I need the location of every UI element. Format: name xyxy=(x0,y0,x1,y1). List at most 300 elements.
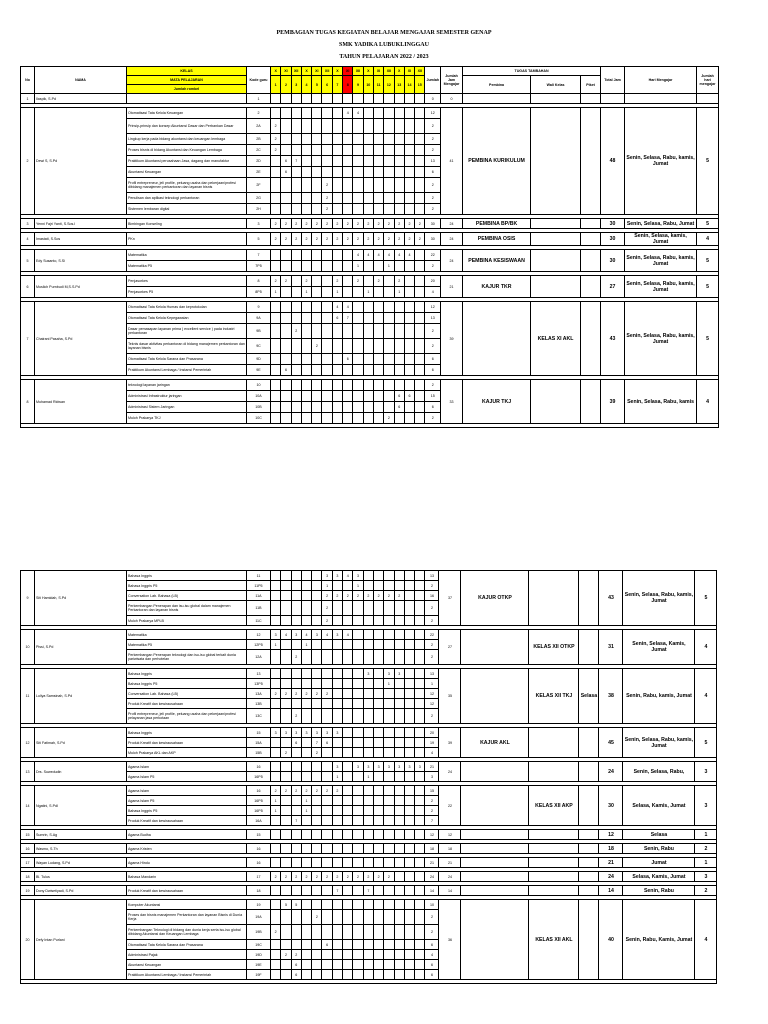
hours-cell: 2 xyxy=(291,650,301,665)
hours-cell xyxy=(271,709,281,724)
hours-cell xyxy=(373,900,383,910)
col-class-code: XI xyxy=(281,67,291,76)
hours-cell: 2 xyxy=(384,413,394,424)
hours-cell xyxy=(394,630,404,640)
hours-cell xyxy=(271,699,281,709)
hours-cell xyxy=(301,413,311,424)
hours-cell xyxy=(343,287,353,298)
teaching-hours: 22 xyxy=(439,786,461,826)
hours-cell xyxy=(394,960,404,970)
row-total: 30 xyxy=(425,233,441,246)
hours-cell: 2 xyxy=(353,276,363,287)
hours-cell xyxy=(415,858,425,868)
hours-cell xyxy=(394,816,404,826)
teacher-no: 6 xyxy=(21,276,35,298)
total-hours: 24 xyxy=(599,872,623,882)
hours-cell xyxy=(404,94,414,104)
pembina-role: PEMBINA OSIS xyxy=(463,233,531,246)
hours-cell xyxy=(322,796,332,806)
hours-cell xyxy=(332,413,342,424)
teacher-no: 16 xyxy=(21,844,35,854)
hours-cell xyxy=(394,650,404,665)
hours-cell xyxy=(332,806,342,816)
hours-cell xyxy=(373,287,383,298)
hours-cell xyxy=(281,679,291,689)
row-total: 20 xyxy=(425,728,439,738)
hours-cell: 2 xyxy=(394,591,404,601)
subject: Perkembangan Teknologi di bidang dan dunia kerja serta isu-isu global dibidang Akuntansi dan Keuangan Lembaga xyxy=(127,925,247,940)
hours-cell: 1 xyxy=(332,287,342,298)
hours-cell xyxy=(343,786,353,796)
hours-cell: 2 xyxy=(312,233,322,246)
row-total: 2 xyxy=(425,925,439,940)
hours-cell xyxy=(415,925,425,940)
teacher-name: Wayan Ludang, S.Pd xyxy=(35,858,127,868)
school-year: TAHUN PELAJARAN 2022 / 2023 xyxy=(339,54,429,60)
hours-cell xyxy=(404,738,414,748)
hours-cell xyxy=(301,858,311,868)
hours-cell xyxy=(415,796,425,806)
wali-kelas xyxy=(531,108,581,215)
col-wali: Wali Kelas xyxy=(531,76,581,94)
teacher-code: 12 xyxy=(247,630,271,640)
hours-cell xyxy=(291,193,301,204)
hours-cell xyxy=(291,380,301,391)
hours-cell: 2 xyxy=(343,219,353,229)
hours-cell xyxy=(322,145,332,156)
hours-cell xyxy=(271,108,281,119)
hours-cell xyxy=(415,380,425,391)
hours-cell xyxy=(404,772,414,782)
hours-cell xyxy=(384,970,394,980)
hours-cell xyxy=(363,728,373,738)
hours-cell xyxy=(332,650,342,665)
teacher-code: 11 xyxy=(247,571,271,581)
teacher-no: 10 xyxy=(21,630,35,665)
hours-cell xyxy=(312,313,322,324)
hours-cell: 1 xyxy=(271,640,281,650)
hours-cell: 2 xyxy=(281,276,291,287)
hours-cell xyxy=(343,796,353,806)
teacher-code: 13 xyxy=(247,669,271,679)
teacher-name: Wasmo, S.Th xyxy=(35,844,127,854)
subject: Dasar pemasapan layanan prima ( excellent service ) pada industri perkantoran xyxy=(127,324,247,339)
hours-cell xyxy=(373,313,383,324)
hours-cell xyxy=(373,858,383,868)
hours-cell xyxy=(404,339,414,354)
hours-cell xyxy=(271,616,281,626)
hours-cell xyxy=(394,806,404,816)
hours-cell xyxy=(415,872,425,882)
teacher-code: 13P5 xyxy=(247,679,271,689)
hours-cell xyxy=(394,950,404,960)
spacer-row xyxy=(21,424,719,428)
hours-cell xyxy=(353,709,363,724)
hours-cell xyxy=(322,748,332,758)
hours-cell xyxy=(322,772,332,782)
hours-cell xyxy=(384,796,394,806)
teacher-name: Imastati, S.Sos xyxy=(35,233,127,246)
hours-cell xyxy=(271,204,281,215)
subject: Muloh Prakarya MPLB xyxy=(127,616,247,626)
hours-cell xyxy=(373,380,383,391)
hours-cell xyxy=(353,402,363,413)
hours-cell xyxy=(404,354,414,365)
hours-cell xyxy=(404,816,414,826)
hours-cell xyxy=(291,178,301,193)
hours-cell: 1 xyxy=(322,581,332,591)
teacher-name: Yenni Fajri Yanti, S.Sos.I xyxy=(35,219,127,229)
hours-cell xyxy=(353,167,363,178)
hours-cell xyxy=(312,391,322,402)
hours-cell xyxy=(394,571,404,581)
teacher-code: 15 xyxy=(247,728,271,738)
hours-cell xyxy=(384,324,394,339)
teaching-days: Senin, Selasa, Rabu, xyxy=(623,762,695,782)
hours-cell: 4 xyxy=(343,630,353,640)
table-row xyxy=(21,669,717,679)
row-total: 22 xyxy=(425,250,441,261)
hours-cell xyxy=(394,679,404,689)
hours-cell xyxy=(404,156,414,167)
hours-cell xyxy=(343,689,353,699)
hours-cell xyxy=(281,616,291,626)
hours-cell xyxy=(363,709,373,724)
teacher-no: 13 xyxy=(21,762,35,782)
hours-cell xyxy=(322,762,332,772)
col-piket: Piket xyxy=(581,76,601,94)
hours-cell: 4 xyxy=(404,250,414,261)
hours-cell xyxy=(363,204,373,215)
subject: Penulisan dan aplikasi teknologi perkantoran xyxy=(127,193,247,204)
row-total: 24 xyxy=(425,872,439,882)
subject: Lingkup kerja pada bidang akuntansi dan keuangan lembaga xyxy=(127,134,247,145)
subject: Matematika P5 xyxy=(127,261,247,272)
table-row xyxy=(21,728,717,738)
hours-cell: 3 xyxy=(271,728,281,738)
hours-cell xyxy=(384,816,394,826)
hours-cell xyxy=(353,910,363,925)
hours-cell xyxy=(394,689,404,699)
hours-cell xyxy=(384,581,394,591)
hours-cell xyxy=(301,380,311,391)
day-count: 2 xyxy=(695,886,717,896)
hours-cell: 3 xyxy=(312,728,322,738)
hours-cell xyxy=(373,816,383,826)
hours-cell xyxy=(415,844,425,854)
row-total: 2 xyxy=(425,193,441,204)
hours-cell: 2 xyxy=(404,219,414,229)
hours-cell xyxy=(312,858,322,868)
hours-cell xyxy=(404,571,414,581)
spacer-cell xyxy=(21,980,717,984)
hours-cell xyxy=(404,276,414,287)
hours-cell xyxy=(332,709,342,724)
hours-cell xyxy=(363,402,373,413)
col-class-code: XII xyxy=(291,67,301,76)
hours-cell xyxy=(404,679,414,689)
hours-cell xyxy=(363,178,373,193)
spacer-row xyxy=(21,980,717,984)
hours-cell xyxy=(415,324,425,339)
hours-cell xyxy=(322,816,332,826)
hours-cell xyxy=(301,679,311,689)
hours-cell xyxy=(394,738,404,748)
hours-cell: 2 xyxy=(343,872,353,882)
row-total: 2 xyxy=(425,650,439,665)
hours-cell xyxy=(312,571,322,581)
hours-cell: 2 xyxy=(271,119,281,134)
subject: Agama Hindu xyxy=(127,858,247,868)
hours-cell xyxy=(271,193,281,204)
hours-cell xyxy=(373,302,383,313)
teacher-code: 16P5 xyxy=(247,772,271,782)
hours-cell xyxy=(301,940,311,950)
hours-cell xyxy=(363,413,373,424)
hours-cell xyxy=(281,581,291,591)
subject: Muloh Prakarya TKJ xyxy=(127,413,247,424)
hours-cell xyxy=(353,748,363,758)
hours-cell xyxy=(291,287,301,298)
hours-cell xyxy=(312,413,322,424)
hours-cell xyxy=(373,796,383,806)
day-count: 3 xyxy=(695,762,717,782)
hours-cell xyxy=(291,669,301,679)
hours-cell xyxy=(322,250,332,261)
hours-cell: 5 xyxy=(291,900,301,910)
piket-day xyxy=(579,844,599,854)
hours-cell xyxy=(312,261,322,272)
hours-cell xyxy=(343,940,353,950)
row-total: 6 xyxy=(425,402,441,413)
hours-cell xyxy=(353,679,363,689)
col-class-num: 11 xyxy=(373,76,383,94)
wali-kelas: KELAS XII TKJ xyxy=(529,669,579,724)
hours-cell xyxy=(373,571,383,581)
hours-cell xyxy=(301,391,311,402)
hours-cell xyxy=(404,689,414,699)
hours-cell xyxy=(394,699,404,709)
row-total: 7 xyxy=(425,816,439,826)
hours-cell xyxy=(363,156,373,167)
teacher-code: 11B xyxy=(247,601,271,616)
hours-cell xyxy=(353,960,363,970)
hours-cell xyxy=(343,134,353,145)
hours-cell xyxy=(415,413,425,424)
hours-cell: 2 xyxy=(363,872,373,882)
total-hours: 45 xyxy=(599,728,623,758)
teacher-name: Muhamad Ridwan xyxy=(35,380,127,424)
row-total: 6 xyxy=(425,354,441,365)
hours-cell xyxy=(384,738,394,748)
piket-day: Selasa xyxy=(579,669,599,724)
teacher-code: 7 xyxy=(247,250,271,261)
hours-cell: 2 xyxy=(312,910,322,925)
hours-cell xyxy=(291,354,301,365)
hours-cell xyxy=(394,302,404,313)
hours-cell: 1 xyxy=(363,772,373,782)
col-class-code: XI xyxy=(373,67,383,76)
hours-cell xyxy=(404,204,414,215)
table-row xyxy=(21,94,719,104)
hours-cell xyxy=(322,167,332,178)
hours-cell xyxy=(343,830,353,840)
hours-cell: 2 xyxy=(384,233,394,246)
teaching-days: Senin, Selasa, Rabu, kamis, Jumat xyxy=(625,108,697,215)
hours-cell xyxy=(301,108,311,119)
hours-cell xyxy=(353,365,363,376)
hours-cell xyxy=(312,108,322,119)
teacher-code: 2F xyxy=(247,178,271,193)
teacher-name: Defy Intan Purlani xyxy=(35,900,127,980)
hours-cell xyxy=(332,193,342,204)
subject: Praktikum Akuntansi Lembaga / Instansi Pemerintah xyxy=(127,365,247,376)
hours-cell xyxy=(271,581,281,591)
teaching-days: Senin, Rabu, kamis, Jumat xyxy=(623,669,695,724)
teacher-no: 18 xyxy=(21,872,35,882)
piket-day xyxy=(579,900,599,980)
hours-cell: 2 xyxy=(373,219,383,229)
hours-cell xyxy=(271,167,281,178)
hours-cell xyxy=(291,699,301,709)
hours-cell: 2 xyxy=(271,233,281,246)
hours-cell: 2 xyxy=(322,178,332,193)
hours-cell xyxy=(281,261,291,272)
hours-cell: 2 xyxy=(322,616,332,626)
hours-cell xyxy=(384,391,394,402)
hours-cell xyxy=(394,156,404,167)
col-class-code: XII xyxy=(415,67,425,76)
hours-cell xyxy=(322,313,332,324)
hours-cell xyxy=(384,302,394,313)
hours-cell: 7 xyxy=(363,886,373,896)
hours-cell xyxy=(343,970,353,980)
hours-cell xyxy=(343,762,353,772)
hours-cell: 2 xyxy=(332,591,342,601)
row-total: 18 xyxy=(425,844,439,854)
hours-cell xyxy=(301,134,311,145)
hours-cell xyxy=(353,630,363,640)
row-total: 14 xyxy=(425,886,439,896)
hours-cell xyxy=(363,313,373,324)
teaching-hours: 12 xyxy=(439,830,461,840)
hours-cell xyxy=(301,970,311,980)
hours-cell xyxy=(384,910,394,925)
hours-cell: 2 xyxy=(312,339,322,354)
hours-cell xyxy=(271,402,281,413)
row-total: 12 xyxy=(425,108,441,119)
school-name: SMK YADIKA LUBUKLINGGAU xyxy=(339,42,429,48)
hours-cell xyxy=(291,616,301,626)
hours-cell xyxy=(332,339,342,354)
hours-cell xyxy=(415,709,425,724)
hours-cell xyxy=(343,365,353,376)
teaching-hours: 39 xyxy=(441,302,463,376)
hours-cell xyxy=(384,640,394,650)
hours-cell: 6 xyxy=(322,940,332,950)
hours-cell xyxy=(301,601,311,616)
hours-cell: 2 xyxy=(312,219,322,229)
hours-cell: 2 xyxy=(322,601,332,616)
hours-cell xyxy=(271,156,281,167)
hours-cell xyxy=(322,413,332,424)
hours-cell xyxy=(415,940,425,950)
hours-cell xyxy=(404,591,414,601)
hours-cell xyxy=(322,650,332,665)
subject: Profil entrepreneur, jeli profile, peluang usaha dan pekerjaan/profesi pelayanan jasa perkotaan xyxy=(127,709,247,724)
hours-cell xyxy=(373,119,383,134)
teacher-no: 2 xyxy=(21,108,35,215)
subject: Matematika P5 xyxy=(127,640,247,650)
hours-cell xyxy=(404,940,414,950)
hours-cell xyxy=(373,261,383,272)
hours-cell xyxy=(394,119,404,134)
hours-cell xyxy=(394,640,404,650)
wali-kelas: KELAS XII AKL xyxy=(529,900,579,980)
col-total-jam: Total Jam xyxy=(601,67,625,94)
hours-cell xyxy=(363,380,373,391)
hours-cell xyxy=(404,581,414,591)
subject: Profil entrepreneur, jeli profile, peluang usaha dan pekerjaan/profesi dibidang manajemen perkantoran dan layanan bisnis xyxy=(127,178,247,193)
hours-cell xyxy=(281,910,291,925)
teaching-days: Senin, Selasa, Rabu, kamis, Jumat xyxy=(625,250,697,272)
hours-cell xyxy=(281,858,291,868)
hours-cell xyxy=(363,844,373,854)
hours-cell xyxy=(281,145,291,156)
hours-cell: 4 xyxy=(332,302,342,313)
hours-cell xyxy=(281,650,291,665)
hours-cell: 1 xyxy=(271,806,281,816)
hours-cell xyxy=(301,193,311,204)
hours-cell xyxy=(281,413,291,424)
hours-cell xyxy=(384,630,394,640)
total-hours: 30 xyxy=(599,786,623,826)
hours-cell xyxy=(322,699,332,709)
hours-cell: 4 xyxy=(343,108,353,119)
wali-kelas: KELAS XI AKL xyxy=(531,302,581,376)
hours-cell xyxy=(291,339,301,354)
hours-cell xyxy=(312,844,322,854)
hours-cell xyxy=(394,844,404,854)
hours-cell xyxy=(394,134,404,145)
teaching-hours: 24 xyxy=(441,219,463,229)
hours-cell: 3 xyxy=(332,571,342,581)
hours-cell xyxy=(332,402,342,413)
hours-cell xyxy=(301,738,311,748)
teacher-code: 16 xyxy=(247,844,271,854)
hours-cell: 2 xyxy=(322,786,332,796)
col-class-code: X xyxy=(332,67,342,76)
hours-cell xyxy=(404,261,414,272)
total-hours: 38 xyxy=(599,669,623,724)
row-total: 13 xyxy=(425,571,439,581)
teacher-code: 16 xyxy=(247,858,271,868)
row-total: 6 xyxy=(425,365,441,376)
hours-cell xyxy=(373,402,383,413)
col-class-num: 3 xyxy=(291,76,301,94)
teaching-hours: 14 xyxy=(439,886,461,896)
piket-day xyxy=(579,630,599,665)
hours-cell xyxy=(332,950,342,960)
hours-cell xyxy=(353,772,363,782)
hours-cell: 2 xyxy=(415,219,425,229)
hours-cell xyxy=(404,806,414,816)
total-hours: 18 xyxy=(599,844,623,854)
hours-cell xyxy=(343,581,353,591)
table-row xyxy=(21,630,717,640)
hours-cell xyxy=(271,94,281,104)
hours-cell xyxy=(312,886,322,896)
